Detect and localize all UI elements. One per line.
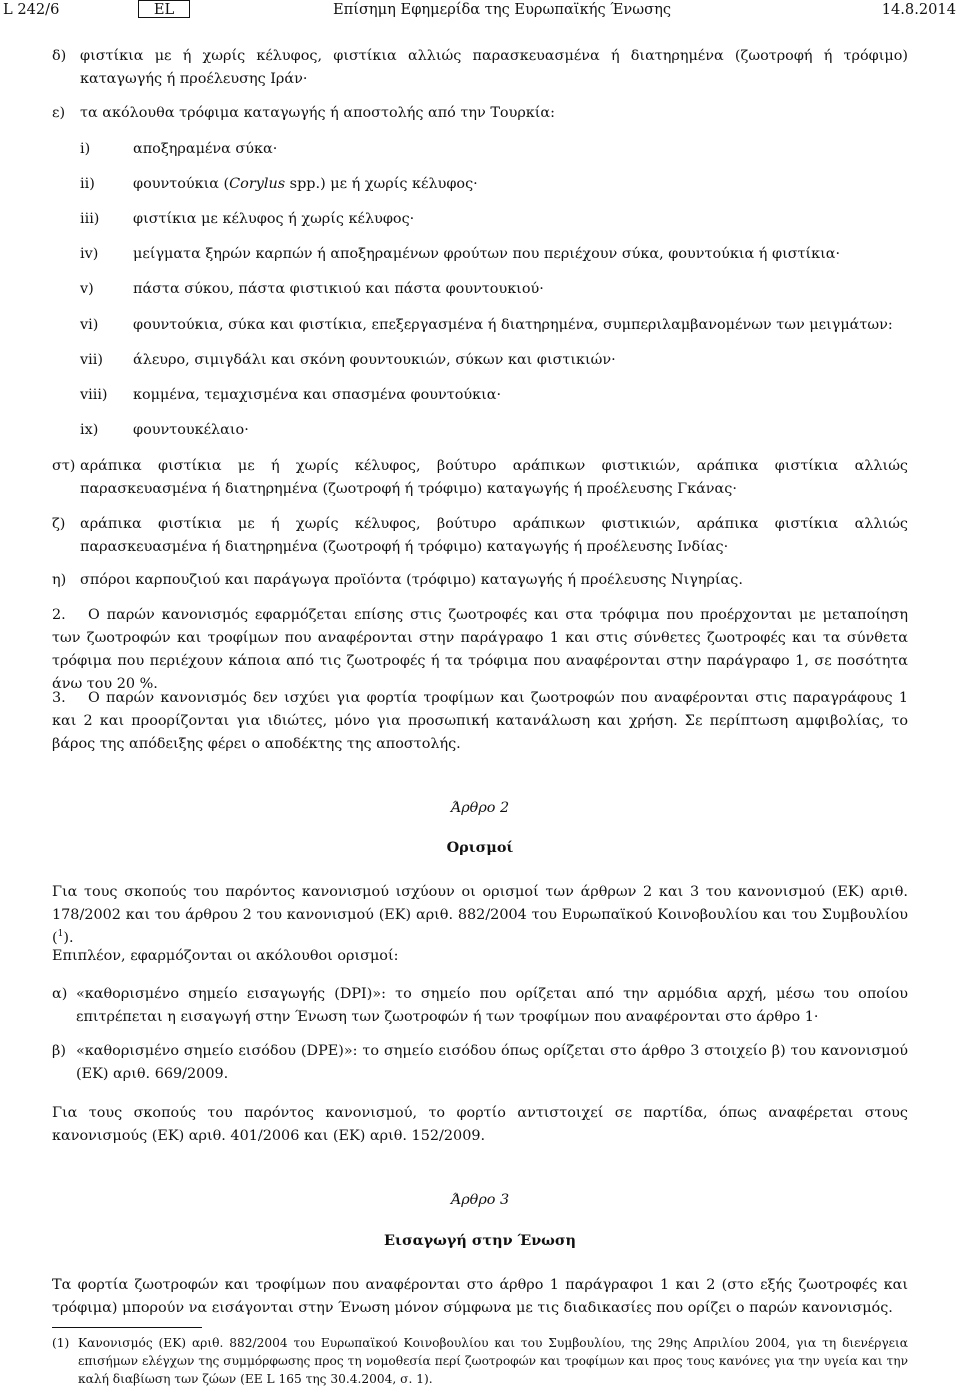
sub-item — [80, 349, 908, 373]
sub-item — [80, 243, 908, 267]
article-2-title: Ορισμοί — [446, 839, 514, 856]
footnote — [52, 1334, 908, 1388]
article-3-paragraph-1: Τα φορτία ζωοτροφών και τροφίμων που αναφέρονται στο άρθρο 1 παράγραφοι 1 και 2 (στο εξής ζωοτροφές και τρόφιμα) μπορούν να εισάγονται στην Ένωση μόνον σύμφωνα με τις διαδικασίες που ορίζει ο παρών κανονισμός. — [52, 1277, 908, 1316]
subitem-text: πάστα σύκου, πάστα φιστικιού και πάστα φουντουκιού· — [133, 281, 544, 297]
subitem-label: vi) — [80, 317, 99, 333]
item-label: ζ) — [52, 516, 66, 532]
subitem-label: v) — [80, 281, 94, 297]
definition-item — [52, 983, 908, 1031]
paragraph-number: 2. — [52, 607, 66, 623]
subitem-text: κομμένα, τεμαχισμένα και σπασμένα φουντούκια· — [133, 387, 502, 403]
subitem-label: vii) — [80, 352, 103, 368]
definition-text: «καθορισμένο σημείο εισαγωγής (DPI)»: το σημείο που ορίζεται από την αρμόδια αρχή, μέσω του οποίου επιτρέπεται η εισαγωγή στην Ένωση των ζωοτροφών ή των τροφίμων που αναφέρονται στο άρθρο 1· — [76, 986, 908, 1025]
subitem-label: iii) — [80, 211, 100, 227]
definition-text: «καθορισμένο σημείο εισόδου (DPE)»: το σημείο εισόδου όπως ορίζεται στο άρθρο 3 στοιχείο β) του κανονισμού (ΕΚ) αριθ. 669/2009. — [76, 1043, 908, 1082]
subitem-label: viii) — [80, 387, 108, 403]
item-text: τα ακόλουθα τρόφιμα καταγωγής ή αποστολής από την Τουρκία: — [80, 105, 556, 121]
definition-item — [52, 1040, 908, 1088]
item-text: αράπικα φιστίκια με ή χωρίς κέλυφος, βούτυρο αράπικων φιστικιών, αράπικα φιστίκια αλλιώς παρασκευασμένα ή διατηρημένα (ζωοτροφή ή τρόφιμο) καταγωγής ή προέλευσης Γκάνας· — [80, 458, 908, 497]
sub-item — [80, 278, 908, 302]
journal-reference: L 242/6 — [3, 1, 60, 18]
subitem-label: i) — [80, 141, 91, 157]
list-item — [52, 513, 908, 561]
item-label: δ) — [52, 48, 67, 64]
paragraph-text: Ο παρών κανονισμός δεν ισχύει για φορτία τροφίμων και ζωοτροφών που αναφέρονται στις παραγράφους 1 και 2 και προορίζονται για ιδιώτες, μόνο για προσωπική κατανάλωση και χρήση. Σε περίπτωση αμφιβολίας, το βάρος της απόδειξης φέρει ο αποδέκτης της αποστολής. — [52, 690, 908, 752]
sub-item — [80, 208, 908, 232]
subitem-label: ix) — [80, 422, 99, 438]
list-item — [52, 45, 908, 93]
subitem-text: φουντουκέλαιο· — [133, 422, 249, 438]
subitem-text: μείγματα ξηρών καρπών ή αποξηραμένων φρούτων που περιέχουν σύκα, φουντούκια ή φιστίκια· — [133, 246, 841, 262]
article-2-paragraph-2: Επιπλέον, εφαρμόζονται οι ακόλουθοι ορισμοί: — [52, 948, 399, 964]
subitem-text: φουντούκια (Corylus spp.) με ή χωρίς κέλυφος· — [133, 176, 478, 192]
paragraph-3 — [52, 687, 908, 756]
item-label: ε) — [52, 105, 66, 121]
sub-item — [80, 419, 908, 443]
subitem-text: φουντούκια, σύκα και φιστίκια, επεξεργασμένα ή διατηρημένα, συμπεριλαμβανομένων των μειγμάτων: — [133, 317, 893, 333]
footnote-text: Κανονισμός (ΕΚ) αριθ. 882/2004 του Ευρωπαϊκού Κοινοβουλίου και του Συμβουλίου, της 29ης Απριλίου 2004, για τη διενέργεια επισήμων ελέγχων της συμμόρφωσης προς τη νομοθεσία περί ζωοτροφών και τροφίμων και προς τους κανόνες για την υγεία και την καλή διαβίωση των ζώων (ΕΕ L 165 της 30.4.2004, σ. 1). — [78, 1336, 908, 1386]
definition-label: β) — [52, 1043, 66, 1059]
species-name: Corylus — [229, 176, 286, 192]
sub-item — [80, 384, 908, 408]
item-text: αράπικα φιστίκια με ή χωρίς κέλυφος, βούτυρο αράπικων φιστικιών, αράπικα φιστίκια αλλιώς παρασκευασμένα ή διατηρημένα (ζωοτροφή ή τρόφιμο) καταγωγής ή προέλευσης Ινδίας· — [80, 516, 908, 555]
subitem-label: iv) — [80, 246, 99, 262]
definition-label: α) — [52, 986, 68, 1002]
item-label: στ) — [52, 458, 76, 474]
item-text: σπόροι καρπουζιού και παράγωγα προϊόντα (τρόφιμο) καταγωγής ή προέλευσης Νιγηρίας. — [80, 572, 743, 588]
list-item — [52, 455, 908, 503]
paragraph-number: 3. — [52, 690, 66, 706]
item-text: φιστίκια με ή χωρίς κέλυφος, φιστίκια αλλιώς παρασκευασμένα ή διατηρημένα (ζωοτροφή ή τρόφιμο) καταγωγής ή προέλευσης Ιράν· — [80, 48, 908, 87]
article-3-number: Άρθρο 3 — [450, 1192, 510, 1208]
article-2-number: Άρθρο 2 — [450, 800, 510, 816]
sub-item — [80, 138, 908, 162]
footnote-reference[interactable]: 1 — [57, 929, 64, 940]
list-item — [52, 102, 908, 126]
subitem-text: άλευρο, σιμιγδάλι και σκόνη φουντουκιών, σύκων και φιστικιών· — [133, 352, 616, 368]
page-header — [3, 0, 956, 20]
subitem-label: ii) — [80, 176, 95, 192]
article-2-paragraph-1: Για τους σκοπούς του παρόντος κανονισμού ισχύουν οι ορισμοί των άρθρων 2 και 3 του κανονισμού (ΕΚ) αριθ. 178/2002 και του άρθρου 2 του κανονισμού (ΕΚ) αριθ. 882/2004 του Ευρωπαϊκού Κοινοβουλίου και του Συμβουλίου ($^1$). — [52, 884, 908, 946]
subitem-text: φιστίκια με κέλυφος ή χωρίς κέλυφος· — [133, 211, 415, 227]
subitem-text: αποξηραμένα σύκα· — [133, 141, 278, 157]
item-label: η) — [52, 572, 67, 588]
language-badge: EL — [138, 0, 190, 18]
sub-item — [80, 173, 908, 197]
paragraph-text: Ο παρών κανονισμός εφαρμόζεται επίσης στις ζωοτροφές και στα τρόφιμα που προέρχονται με μεταποίηση των ζωοτροφών και τροφίμων που αναφέρονται στην παράγραφο 1 και στις σύνθετες ζωοτροφές και τα σύνθετα τρόφιμα που περιέχουν κάποια από τις ζωοτροφές ή τα τρόφιμα που αναφέρονται στην παράγραφο 1, σε ποσότητα άνω του 20 %. — [52, 607, 908, 692]
article-3-title: Εισαγωγή στην Ένωση — [384, 1232, 576, 1249]
list-item — [52, 569, 908, 593]
footnote-label: (1) — [52, 1336, 70, 1350]
publication-date: 14.8.2014 — [881, 1, 956, 18]
footnote-divider — [52, 1327, 202, 1328]
paragraph-2 — [52, 604, 908, 696]
journal-title: Επίσημη Εφημερίδα της Ευρωπαϊκής Ένωσης — [333, 1, 672, 18]
sub-item — [80, 314, 908, 338]
article-2-paragraph-3: Για τους σκοπούς του παρόντος κανονισμού, το φορτίο αντιστοιχεί σε παρτίδα, όπως αναφέρεται στους κανονισμούς (ΕΚ) αριθ. 401/2006 και (ΕΚ) αριθ. 152/2009. — [52, 1105, 908, 1144]
